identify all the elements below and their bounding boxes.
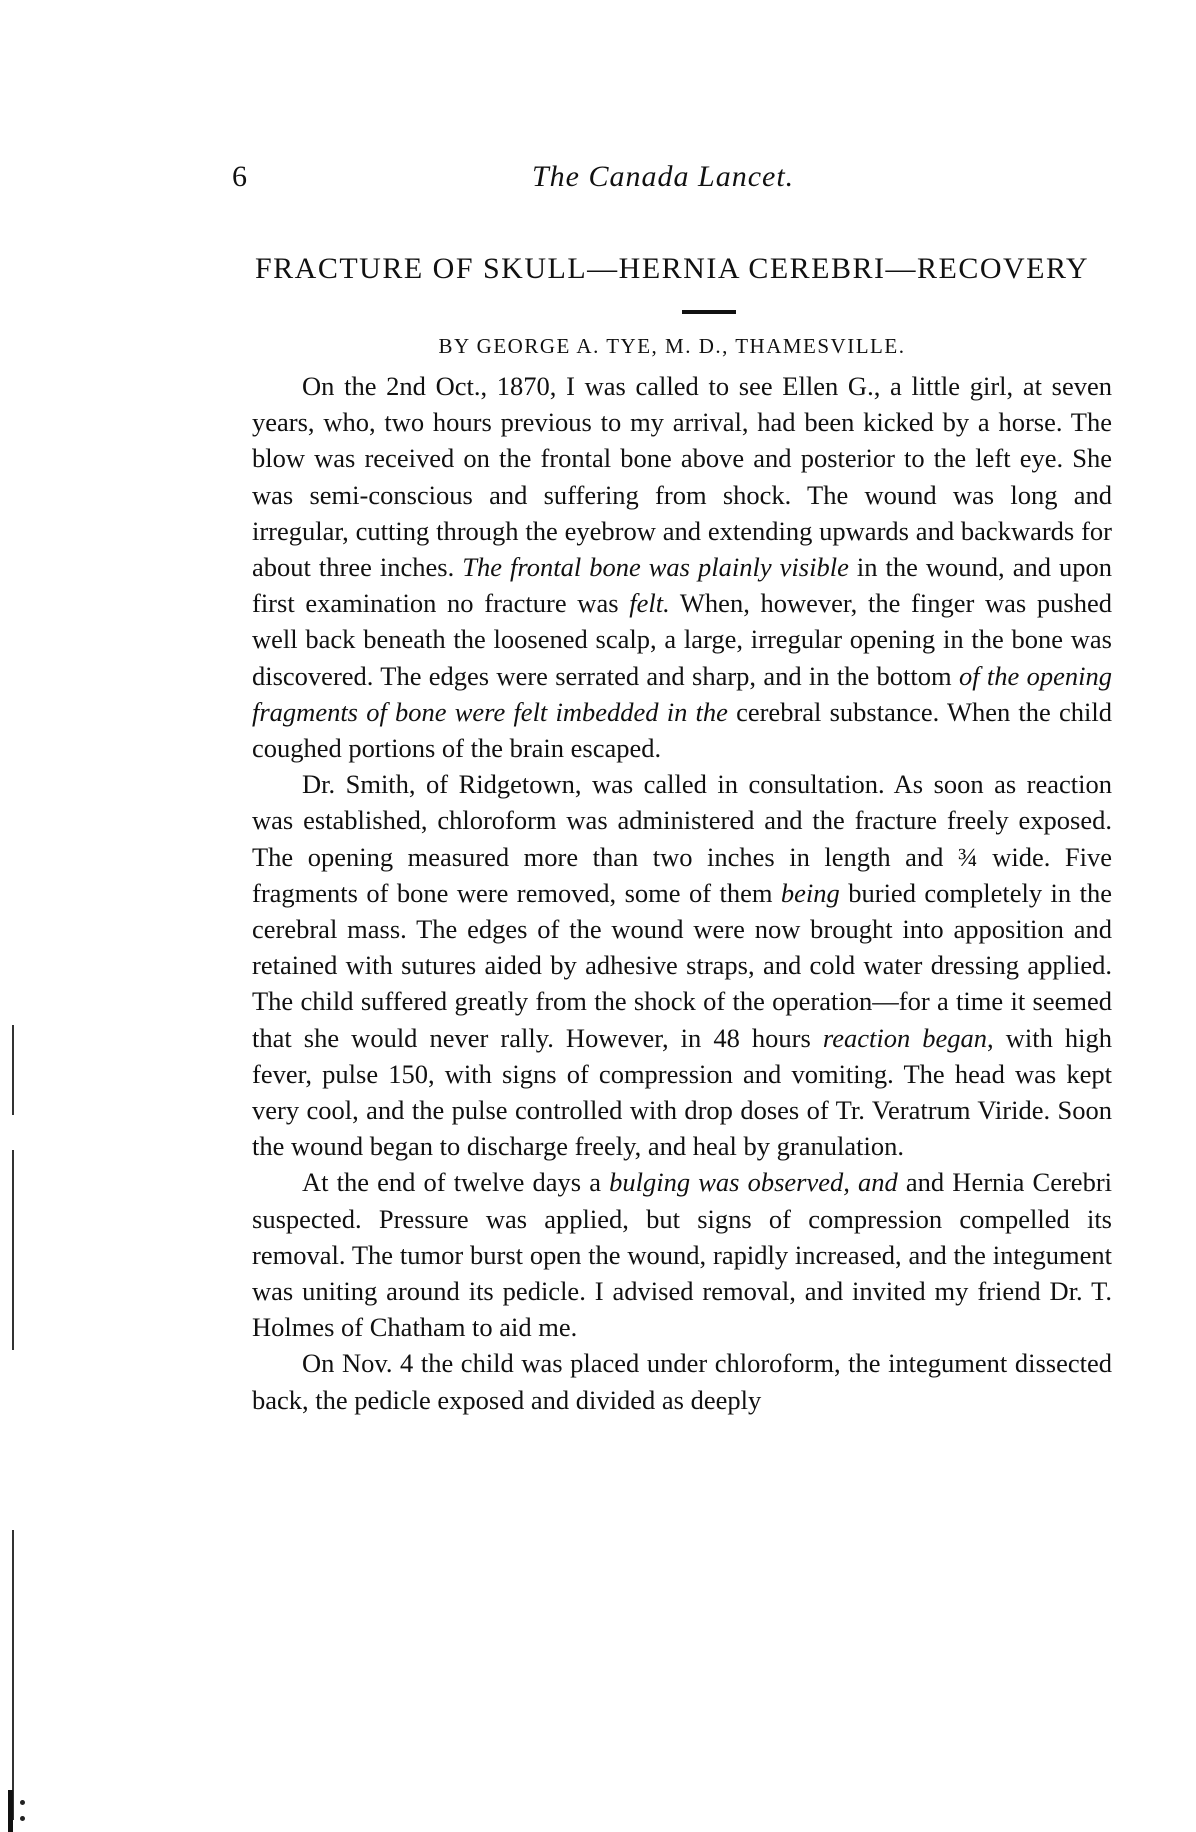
page-number: 6 [232,160,247,193]
paragraph [252,1164,1112,1345]
italic-text: of the opening fragments of bone were felt imbedded in the [252,660,1112,727]
text-run: On the 2nd Oct., 1870, I was called to see Ellen G., a little girl, at seven years, who, two hours previous to my arrival, had been kicked by a horse. The blow was received on the frontal bone above and posterior to the left eye. She was semi-conscious and suffering from shock. The wound was long and irregular, cutting through the eyebrow and extending upwards and backwards for about three inches. [252,371,1112,583]
article-body [252,368,1112,1418]
italic-text: being [780,877,840,908]
margin-line [12,1150,14,1350]
text-run: When, however, the finger was pushed well back beneath the loosened scalp, a large, irregular opening in the bone was discovered. The edges were serrated and sharp, and in the bottom [252,588,1113,691]
text-run: On Nov. 4 the child was placed under chloroform, the integument dissected back, the pedicle exposed and divided as deeply [252,1348,1112,1415]
article-byline: BY GEORGE A. TYE, M. D., THAMESVILLE. [438,334,906,358]
paragraph [252,1345,1112,1417]
binding-margin-marks [0,0,30,1832]
margin-dot [20,1816,25,1821]
text-run: in the wound, and upon first examination no fracture was [252,552,1112,619]
italic-text: The frontal bone was plainly visible [462,552,849,583]
paragraph [252,368,1112,766]
margin-line [12,1025,14,1115]
page-header [232,160,1112,200]
italic-text: reaction began [822,1022,988,1053]
text-run: buried completely in the cerebral mass. The edges of the wound were now brought into apposition and retained with sutures aided by adhesive straps, and cold water dressing applied. The child suffered greatly from the shock of the operation—for a time it seemed that she would never rally. However, in 48 hours [252,877,1112,1053]
italic-text: bulging was observed, and [609,1167,898,1198]
running-head: The Canada Lancet. [532,160,795,193]
margin-dot [20,1800,25,1805]
text-run: and Hernia Cerebri suspected. Pressure was applied, but signs of compression compelled its removal. The tumor burst open the wound, rapidly increased, and the integument was uniting around its pedicle. I advised removal, and invited my friend Dr. T. Holmes of Chatham to aid me. [252,1167,1113,1343]
title-divider [682,310,736,314]
text-run: , with high fever, pulse 150, with signs of compression and vomiting. The head was kept very cool, and the pulse controlled with drop doses of Tr. Veratrum Viride. Soon the wound began to discharge freely, and heal by granulation. [252,1022,1112,1162]
paragraph [252,766,1112,1164]
margin-line [12,1530,14,1820]
text-run: At the end of twelve days a [302,1167,610,1198]
italic-text: felt. [629,588,670,619]
article-title: FRACTURE OF SKULL—HERNIA CEREBRI—RECOVERY [254,252,1090,285]
text-run: cerebral substance. When the child coughed portions of the brain escaped. [252,696,1112,764]
margin-mark [8,1790,13,1832]
text-run: Dr. Smith, of Ridgetown, was called in consultation. As soon as reaction was established, chloroform was administered and the fracture freely exposed. The opening measured more than two inches in length and ¾ wide. Five fragments of bone were removed, some of them [252,769,1112,908]
